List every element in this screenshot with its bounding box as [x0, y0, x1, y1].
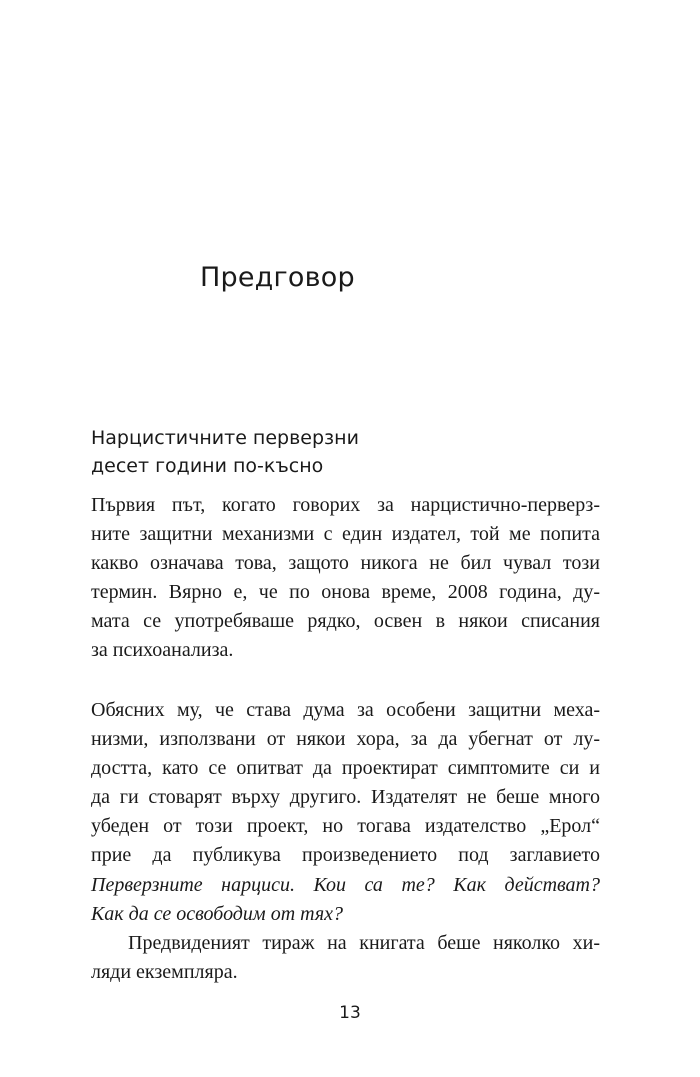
text-line: мата се употребяваше рядко, освен в някои списания — [91, 610, 600, 633]
text-line: Предвиденият тираж на книгата беше няколко хи- — [128, 931, 600, 954]
text-line: Обясних му, че става дума за особени защитни меха- — [91, 699, 600, 721]
page-number: 13 — [339, 1003, 361, 1023]
text-line: за психоанализа. — [91, 639, 234, 662]
text-line: какво означава това, защото никога не бил чувал този — [91, 552, 600, 575]
text-line: ляди екземпляра. — [91, 960, 238, 983]
text-line: низми, използвани от някои хора, за да убегнат от лу- — [91, 728, 600, 751]
paragraph-2 — [91, 696, 600, 987]
text-line: прие да публикува произведението под заглавието — [91, 844, 600, 867]
text-line: Първия път, когато говорих за нарцистично-перверз- — [91, 494, 600, 516]
book-title-line: Как да се освободим от тях? — [91, 902, 343, 925]
text-line: убеден от този проект, но тогава издателство „Ерол“ — [91, 815, 600, 838]
chapter-title: Предговор — [200, 262, 355, 293]
text-line: достта, като се опитват да проектират симптомите си и — [91, 757, 600, 780]
text-line: да ги стоварят върху другиго. Издателят не беше много — [91, 786, 600, 809]
book-title-line: Перверзните нарциси. Кои са те? Как действат? — [91, 873, 600, 896]
text-line: термин. Вярно е, че по онова време, 2008 година, ду- — [91, 581, 600, 604]
paragraph-1 — [91, 491, 600, 666]
text-line: ните защитни механизми с един издател, той ме попита — [91, 523, 600, 546]
section-heading — [91, 424, 359, 480]
section-heading-line-1: Нарцистичните перверзни — [91, 427, 359, 449]
section-heading-line-2: десет години по-късно — [91, 455, 324, 477]
